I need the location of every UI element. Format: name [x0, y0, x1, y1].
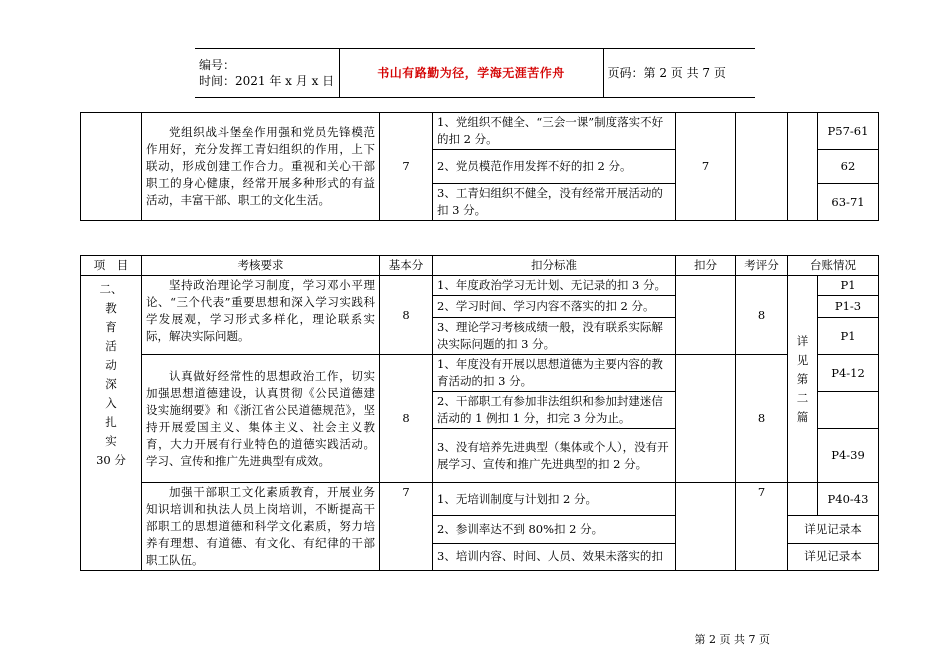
criterion-1-3: 3、理论学习考核成绩一般，没有联系实际解决实际问题的扣 3 分。 [433, 318, 676, 355]
header-left-cell [195, 49, 339, 98]
detail-note: 详 见 第 二 篇 [788, 276, 818, 483]
ledger-2-3: P4-39 [818, 429, 879, 483]
page-header [195, 48, 755, 98]
motto: 书山有路勤为径，学海无涯苦作舟 [339, 49, 603, 98]
base-score-3: 7 [380, 483, 433, 571]
note-cell-3 [788, 483, 818, 516]
criterion-2-2: 2、干部职工有参加非法组织和参加封建迷信活动的 1 例扣 1 分，扣完 3 分为止。 [433, 392, 676, 429]
criterion-3-2: 2、参训率达不到 80%扣 2 分。 [433, 516, 676, 544]
criterion-2-3: 3、没有培养先进典型（集体或个人），没有开展学习、宣传和推广先进典型的扣 2 分。 [433, 429, 676, 483]
header-ledger: 台账情况 [788, 256, 879, 276]
page-label: 页码：第 2 页 共 7 页 [603, 49, 755, 98]
base-score-1: 8 [380, 276, 433, 355]
criterion-1-2: 2、学习时间、学习内容不落实的扣 2 分。 [433, 296, 676, 318]
header-criteria: 扣分标准 [433, 256, 676, 276]
top-criterion-1: 1、党组织不健全、“三会一课”制度落实不好的扣 2 分。 [433, 113, 676, 150]
top-criterion-2: 2、党员模范作用发挥不好的扣 2 分。 [433, 150, 676, 184]
requirement-2: 认真做好经常性的思想政治工作，切实加强思想道德建设，认真贯彻《公民道德建设实施纲要》和《浙江省公民道德规范》，坚持开展爱国主义、集体主义、社会主义教育，大力开展有行业特色的道德实践活动。学习、宣传和推广先进典型有成效。 [142, 355, 380, 483]
criterion-2-1: 1、年度没有开展以思想道德为主要内容的教育活动的扣 3 分。 [433, 355, 676, 392]
main-table [80, 255, 879, 571]
header-eval-score: 考评分 [736, 256, 788, 276]
header-deduction: 扣分 [676, 256, 736, 276]
top-item-cell [81, 113, 142, 221]
ledger-3-2: 详见记录本 [788, 516, 879, 544]
deduction-2 [676, 355, 736, 483]
page-footer: 第 2 页 共 7 页 [694, 633, 770, 646]
requirement-3: 加强干部职工文化素质教育，开展业务知识培训和执法人员上岗培训，不断提高干部职工的思想道德和科学文化素质，努力培养有理想、有道德、有文化、有纪律的干部职工队伍。 [142, 483, 380, 571]
base-score-2: 8 [380, 355, 433, 483]
eval-score-3: 7 [736, 483, 788, 571]
time-label: 时间：2021 年 x 月 x 日 [199, 74, 335, 88]
top-table [80, 112, 879, 221]
top-ledger-2: 62 [818, 150, 879, 184]
ledger-2-1: P4-12 [818, 355, 879, 392]
criterion-3-1: 1、无培训制度与计划扣 2 分。 [433, 483, 676, 516]
ledger-1-2: P1-3 [818, 296, 879, 318]
item-label: 二、 教 育 活 动 深 入 扎 实 30 分 [81, 276, 142, 571]
top-ledger-1: P57-61 [818, 113, 879, 150]
top-criterion-3: 3、工青妇组织不健全，没有经常开展活动的扣 3 分。 [433, 184, 676, 221]
top-eval-score: 7 [676, 113, 736, 221]
ledger-1-1: P1 [818, 276, 879, 296]
eval-score-1: 8 [736, 276, 788, 355]
top-deduction-cell [736, 113, 788, 221]
header-requirement: 考核要求 [142, 256, 380, 276]
top-base-score: 7 [380, 113, 433, 221]
ledger-2-2 [818, 392, 879, 429]
deduction-1 [676, 276, 736, 355]
top-requirement: 党组织战斗堡垒作用强和党员先锋模范作用好，充分发挥工青妇组织的作用，上下联动，形成创建工作合力。重视和关心干部职工的身心健康，经常开展多种形式的有益活动，丰富干部、职工的文化生活。 [142, 113, 380, 221]
number-label: 编号： [199, 58, 236, 72]
ledger-3-1: P40-43 [818, 483, 879, 516]
header-base-score: 基本分 [380, 256, 433, 276]
top-note-cell [788, 113, 818, 221]
ledger-1-3: P1 [818, 318, 879, 355]
eval-score-2: 8 [736, 355, 788, 483]
requirement-1: 坚持政治理论学习制度，学习邓小平理论、“三个代表”重要思想和深入学习实践科学发展观，学习形式多样化，理论联系实际，解决实际问题。 [142, 276, 380, 355]
deduction-3 [676, 483, 736, 571]
header-item: 项 目 [81, 256, 142, 276]
ledger-3-3: 详见记录本 [788, 543, 879, 571]
criterion-1-1: 1、年度政治学习无计划、无记录的扣 3 分。 [433, 276, 676, 296]
top-ledger-3: 63-71 [818, 184, 879, 221]
criterion-3-3: 3、培训内容、时间、人员、效果未落实的扣 [433, 543, 676, 571]
